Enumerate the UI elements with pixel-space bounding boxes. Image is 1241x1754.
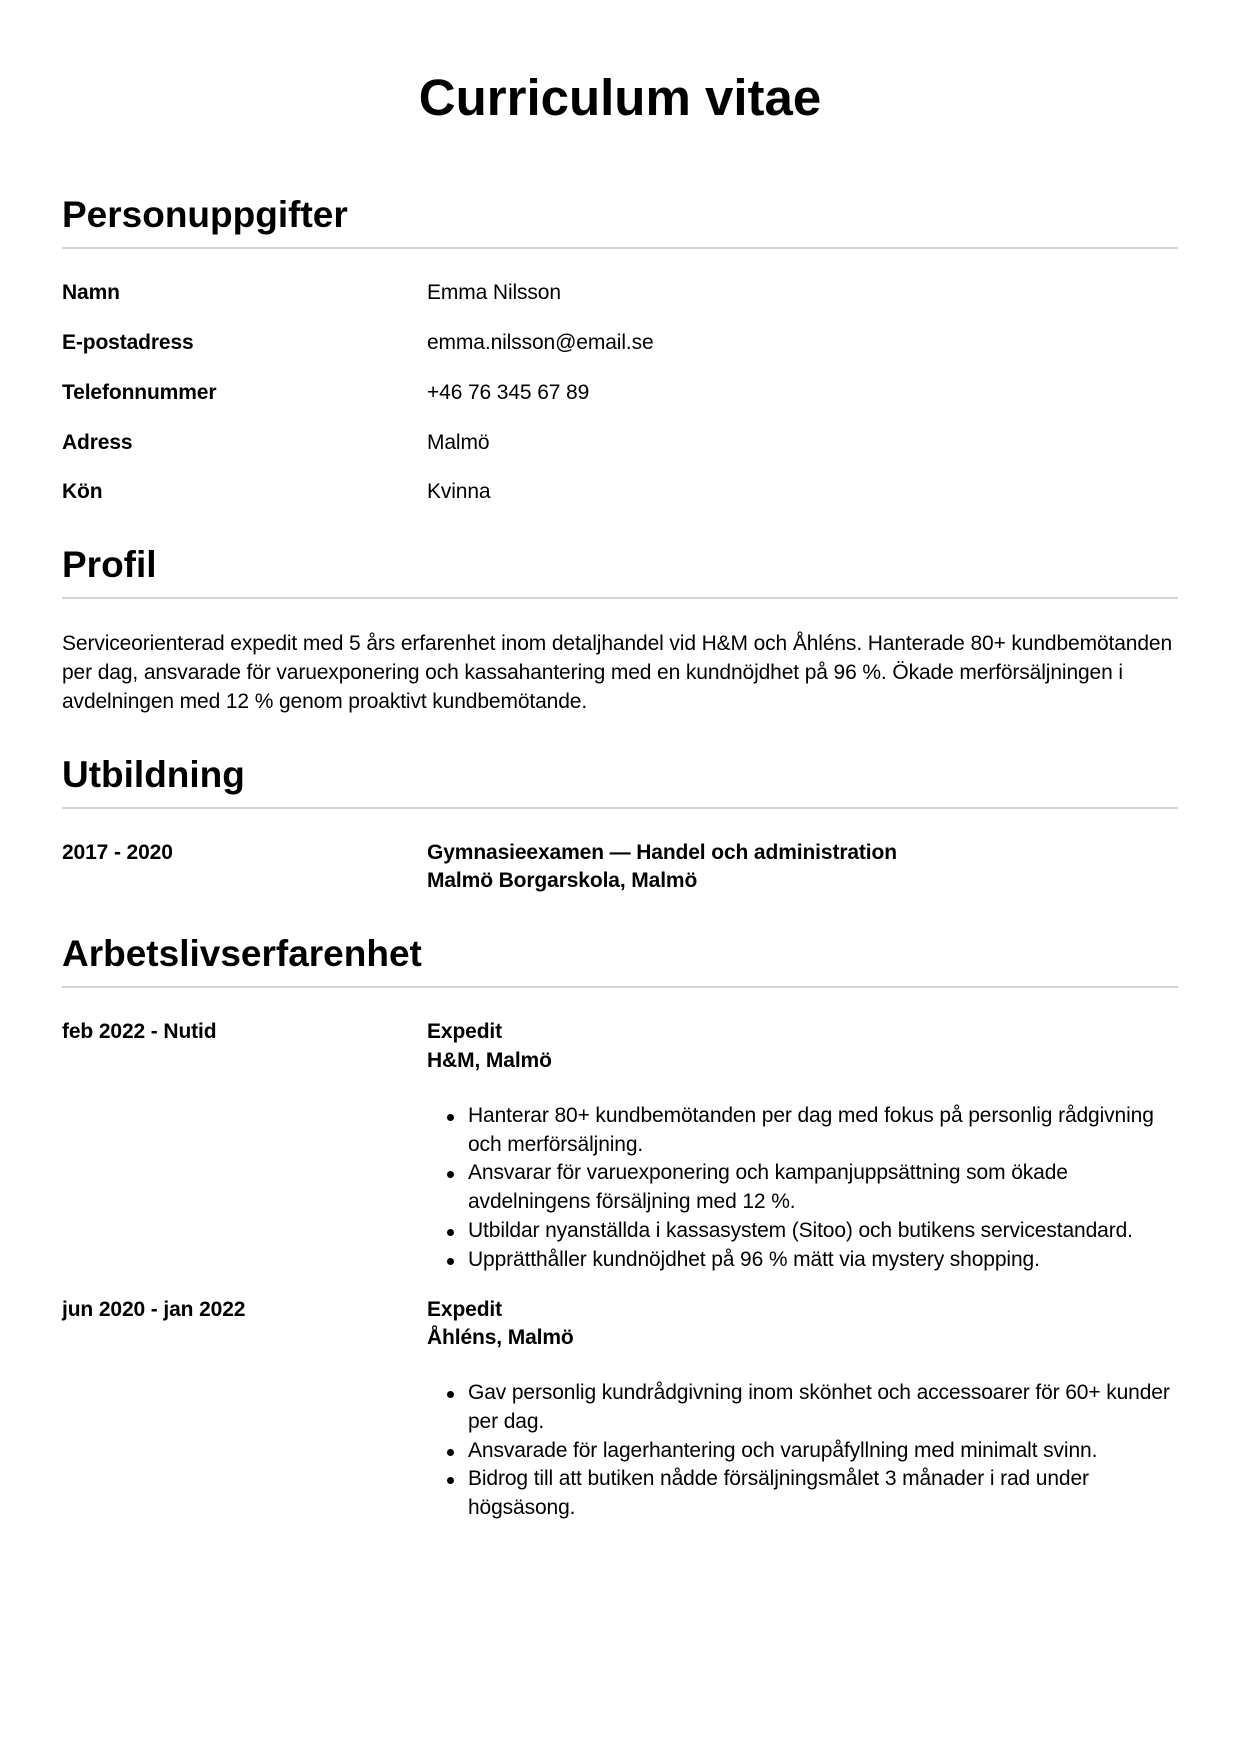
entry-body [427,839,1178,897]
personal-row [62,478,1178,507]
personal-row [62,429,1178,458]
section-divider [62,986,1178,988]
field-value: Emma Nilsson [427,281,561,305]
experience-entry [62,1018,1178,1274]
field-value: +46 76 345 67 89 [427,380,590,404]
personal-row [62,279,1178,308]
personal-details [62,279,1178,507]
entry-body [427,1018,1178,1274]
field-value: Kvinna [427,480,491,504]
section-divider [62,807,1178,809]
section-experience [62,931,1178,1523]
entry-subtitle: Åhléns, Malmö [427,1326,574,1350]
field-label: E-postadress [62,331,194,355]
entry-subtitle: H&M, Malmö [427,1049,552,1073]
personal-row [62,329,1178,358]
field-label: Kön [62,480,103,504]
education-entries [62,839,1178,897]
entry-title: Expedit [427,1020,503,1044]
personal-row [62,379,1178,408]
personal-heading: Personuppgifter [62,194,348,236]
experience-heading: Arbetslivserfarenhet [62,933,422,975]
entry-bullet: Ansvarade för lagerhantering och varupåfyllning med minimalt svinn. [468,1437,1178,1466]
entry-period: 2017 - 2020 [62,840,173,864]
field-label: Namn [62,281,120,305]
entry-bullet: Utbildar nyanställda i kassasystem (Sitoo) och butikens servicestandard. [468,1217,1178,1246]
entry-period: feb 2022 - Nutid [62,1020,217,1044]
entry-subtitle: Malmö Borgarskola, Malmö [427,869,698,893]
profile-text: Serviceorienterad expedit med 5 års erfarenhet inom detaljhandel vid H&M och Åhléns. Hanterade 80+ kundbemötanden per dag, ansvarade för varuexponering och kassahantering med en kundnöjdhet på 96 %. Ökade merförsäljningen i avdelningen med 12 % genom proaktivt kundbemötande. [62,632,1173,713]
page-title: Curriculum vitae [418,69,822,126]
entry-bullets [427,1102,1178,1275]
section-personal [62,192,1178,507]
profile-heading: Profil [62,544,157,586]
section-divider [62,247,1178,249]
field-label: Telefonnummer [62,380,217,404]
education-entry [62,839,1178,897]
experience-entry [62,1296,1178,1523]
entry-title: Expedit [427,1297,503,1321]
education-heading: Utbildning [62,753,245,795]
entry-bullet: Bidrog till att butiken nådde försäljningsmålet 3 månader i rad under högsäsong. [468,1465,1178,1523]
field-label: Adress [62,430,133,454]
entry-body [427,1296,1178,1523]
field-value: Malmö [427,430,490,454]
field-value: emma.nilsson@email.se [427,331,654,355]
section-profile [62,542,1178,716]
entry-bullet: Ansvarar för varuexponering och kampanjuppsättning som ökade avdelningens försäljning med 12 %. [468,1159,1178,1217]
section-divider [62,597,1178,599]
entry-bullets [427,1379,1178,1523]
entry-bullet: Gav personlig kundrådgivning inom skönhet och accessoarer för 60+ kunder per dag. [468,1379,1178,1437]
entry-title: Gymnasieexamen — Handel och administration [427,840,897,864]
entry-bullet: Upprätthåller kundnöjdhet på 96 % mätt via mystery shopping. [468,1246,1178,1275]
experience-entries [62,1018,1178,1522]
entry-period: jun 2020 - jan 2022 [62,1297,246,1321]
entry-bullet: Hanterar 80+ kundbemötanden per dag med fokus på personlig rådgivning och merförsäljning. [468,1102,1178,1160]
section-education [62,752,1178,897]
